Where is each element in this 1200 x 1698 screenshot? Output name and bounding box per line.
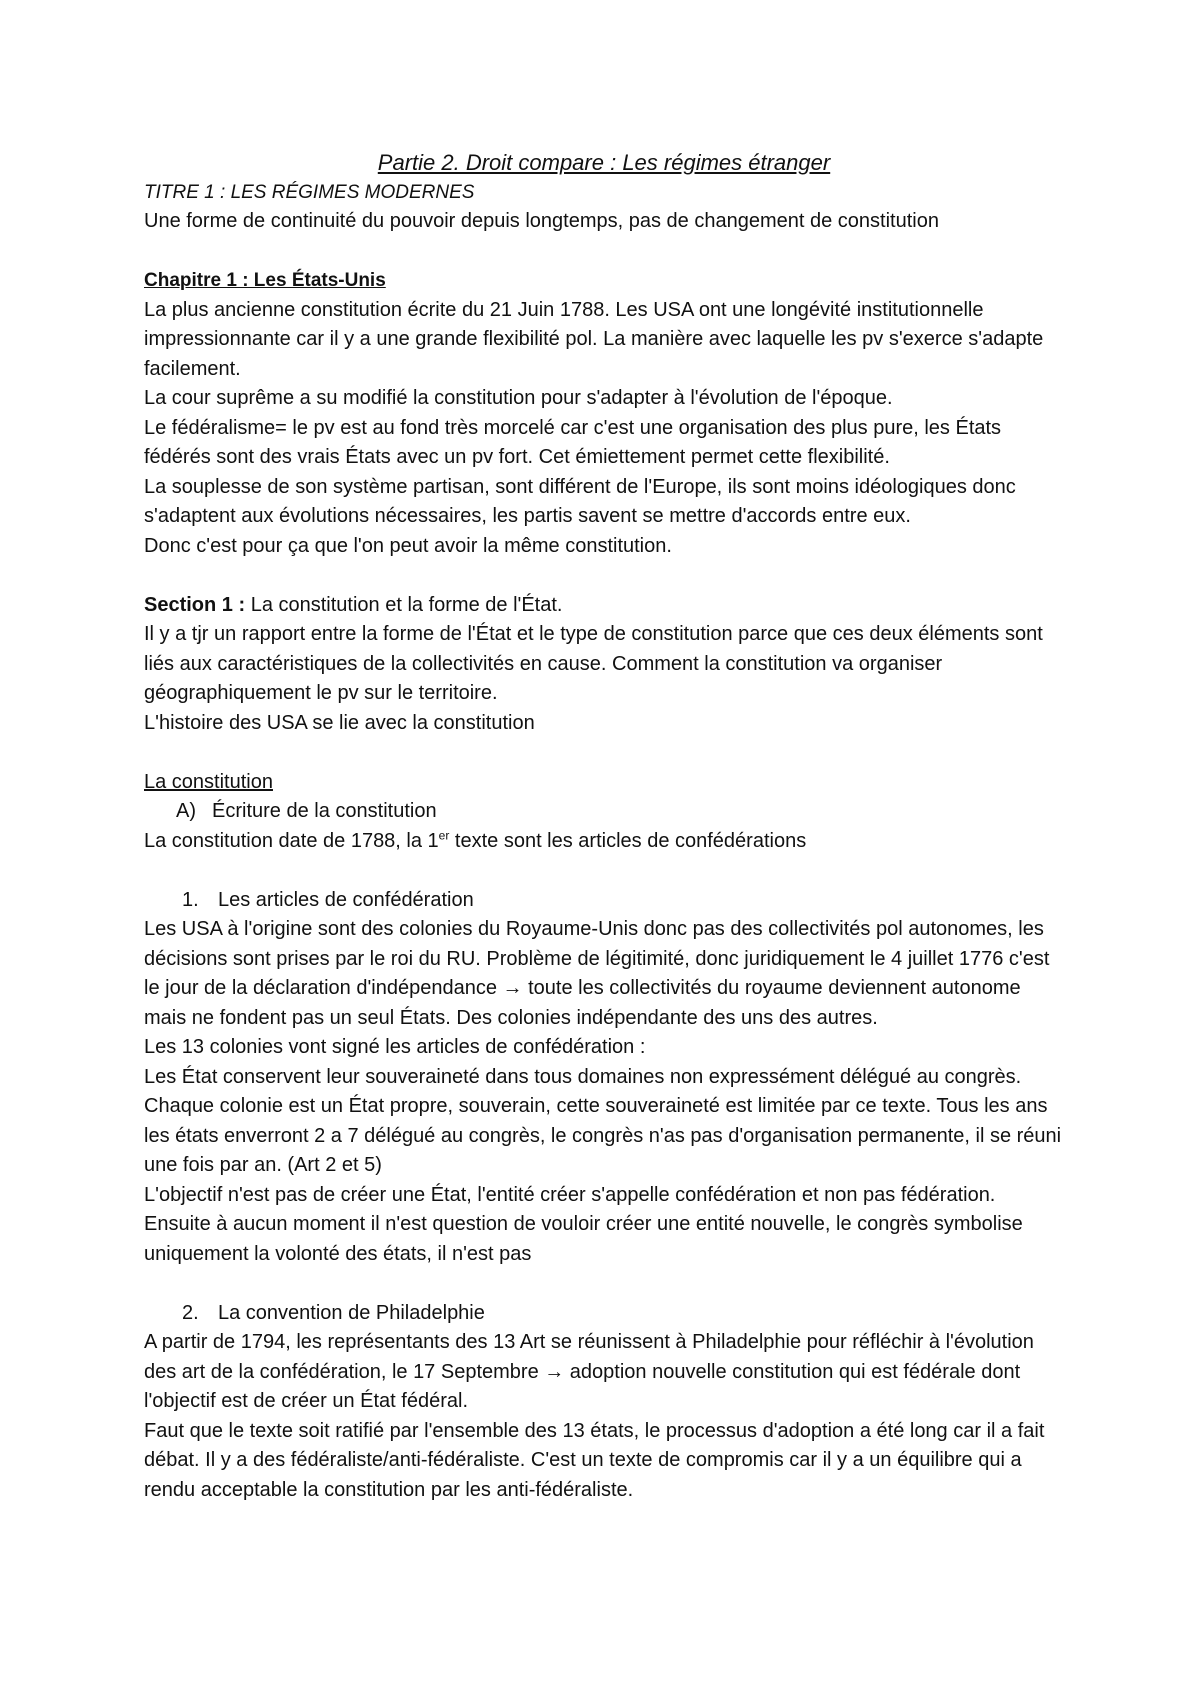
document-page xyxy=(144,148,1064,1505)
chapter-paragraph: Donc c'est pour ça que l'on peut avoir la même constitution. xyxy=(144,534,672,557)
date-line-after: texte sont les articles de confédérations xyxy=(449,829,807,852)
section-title: La constitution et la forme de l'État. xyxy=(250,593,563,616)
date-line xyxy=(144,827,1064,857)
item-2-heading xyxy=(144,1299,1064,1329)
constitution-heading: La constitution xyxy=(144,770,273,793)
item-2-paragraph: Faut que le texte soit ratifié par l'ensemble des 13 états, le processus d'adoption a été long car il a fait débat. Il y a des fédéraliste/anti-fédéraliste. C'est un texte de compromis car il y a un équilibre qui a rendu acceptable la constitution par les anti-fédéraliste. xyxy=(144,1419,1045,1501)
subheading-a xyxy=(144,797,1064,827)
chapter-paragraph: La plus ancienne constitution écrite du 21 Juin 1788. Les USA ont une longévité institutionnelle impressionnante car il y a une grande flexibilité pol. La manière avec laquelle les pv s'exerce s'adapte facilement. xyxy=(144,298,1044,380)
subheading-a-title: Écriture de la constitution xyxy=(212,800,437,822)
item-1-paragraph: L'objectif n'est pas de créer une État, l'entité créer s'appelle confédération et non pas fédération. Ensuite à aucun moment il n'est question de vouloir créer une entité nouvelle, le congrès symbolise uniquement la volonté des états, il n'est pas xyxy=(144,1183,1023,1265)
chapter-paragraph: La souplesse de son système partisan, sont différent de l'Europe, ils sont moins idéologiques donc s'adaptent aux évolutions nécessaires, les partis savent se mettre d'accords entre eux. xyxy=(144,475,1016,527)
chapter-heading: Chapitre 1 : Les États-Unis xyxy=(144,270,386,291)
section-paragraph: Il y a tjr un rapport entre la forme de l'État et le type de constitution parce que ces deux éléments sont liés aux caractéristiques de la collectivités en cause. Comment la constitution va organiser géographiquement le pv sur le territoire. xyxy=(144,623,1043,704)
item-1-paragraph: Les 13 colonies vont signé les articles de confédération : xyxy=(144,1036,646,1058)
item-2-paragraph: A partir de 1794, les représentants des 13 Art se réunissent à Philadelphie pour réfléchir à l'évolution des art de la confédération, le 17 Septembre → adoption nouvelle constitution qui est fédérale dont l'objectif est de créer un État fédéral. xyxy=(144,1331,1034,1412)
titre-heading: TITRE 1 : LES RÉGIMES MODERNES xyxy=(144,181,475,203)
item-1-heading xyxy=(144,886,1064,916)
item-2-title: La convention de Philadelphie xyxy=(218,1301,485,1324)
date-line-before: La constitution date de 1788, la 1 xyxy=(144,829,439,852)
chapter-paragraph: Le fédéralisme= le pv est au fond très morcelé car c'est une organisation des plus pure, les États fédérés sont des vrais États avec un pv fort. Cet émiettement permet cette flexibilité. xyxy=(144,416,1002,468)
chapter-paragraph: La cour suprême a su modifié la constitution pour s'adapter à l'évolution de l'époque. xyxy=(144,387,893,409)
spacer xyxy=(144,237,1064,267)
section-paragraph: L'histoire des USA se lie avec la constitution xyxy=(144,711,535,734)
subheading-a-label: A) xyxy=(176,800,196,822)
date-line-sup: er xyxy=(438,827,450,842)
item-1-paragraph: Les État conservent leur souveraineté dans tous domaines non expressément délégué au congrès. Chaque colonie est un État propre, souverain, cette souveraineté est limitée par ce texte. Tous les ans les états enverront 2 a 7 délégué au congrès, le congrès n'as pas d'organisation permanente, il se réuni une fois par an. (Art 2 et 5) xyxy=(144,1065,1062,1176)
spacer xyxy=(144,856,1064,886)
spacer xyxy=(144,561,1064,591)
item-1-label: 1. xyxy=(182,888,199,911)
section-heading xyxy=(144,591,1064,621)
item-2-label: 2. xyxy=(182,1301,199,1324)
spacer xyxy=(144,738,1064,768)
spacer xyxy=(144,1269,1064,1299)
item-1-paragraph: Les USA à l'origine sont des colonies du Royaume-Unis donc pas des collectivités pol autonomes, les décisions sont prises par le roi du RU. Problème de légitimité, donc juridiquement le 4 juillet 1776 c'est le jour de la déclaration d'indépendance → toute les collectivités du royaume deviennent autonome mais ne fondent pas un seul États. Des colonies indépendante des uns des autres. xyxy=(144,918,1050,1029)
item-1-title: Les articles de confédération xyxy=(218,888,474,911)
page-title: Partie 2. Droit compare : Les régimes étranger xyxy=(377,150,831,175)
section-label: Section 1 : xyxy=(144,593,246,616)
intro-text: Une forme de continuité du pouvoir depuis longtemps, pas de changement de constitution xyxy=(144,210,939,232)
